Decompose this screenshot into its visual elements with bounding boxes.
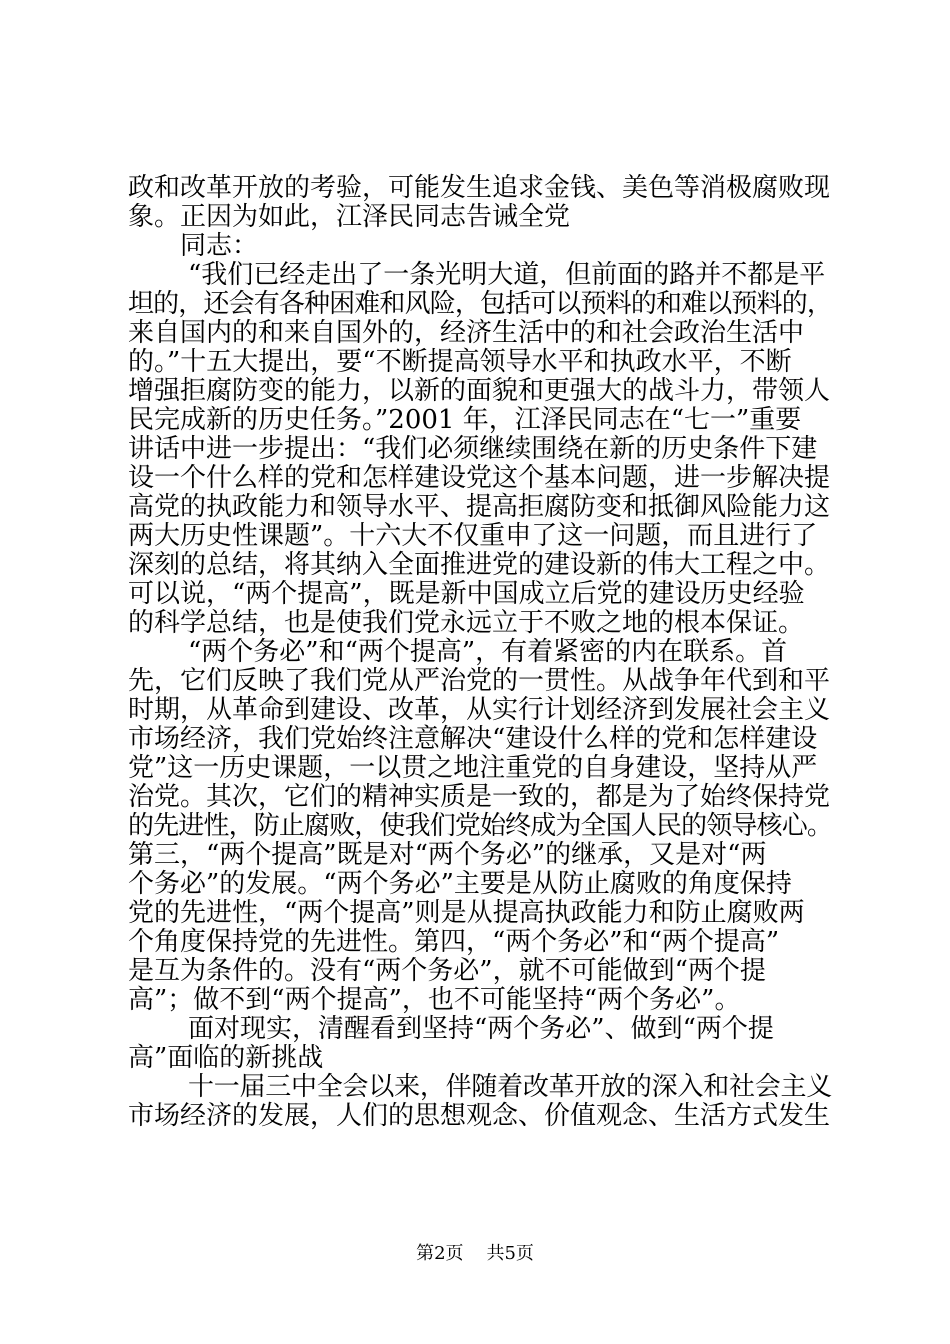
page-footer bbox=[0, 1243, 950, 1265]
text-line: 同志： bbox=[180, 231, 259, 261]
text-line: 第三，“两个提高”既是对“两个务必”的继承，又是对“两 bbox=[128, 840, 767, 870]
text-line: 市场经济的发展，人们的思想观念、价值观念、生活方式发生 bbox=[128, 1101, 831, 1131]
text-line: 的科学总结，也是使我们党永远立于不败之地的根本保证。 bbox=[128, 608, 805, 638]
text-line: 两大历史性课题”。十六大不仅重申了这一问题，而且进行了 bbox=[128, 521, 818, 551]
text-line: 个角度保持党的先进性。第四，“两个务必”和“两个提高” bbox=[128, 927, 780, 957]
text-line: 可以说，“两个提高”，既是新中国成立后党的建设历史经验 bbox=[128, 579, 805, 609]
text-line: 设一个什么样的党和怎样建设党这个基本问题，进一步解决提 bbox=[128, 463, 831, 493]
document-body bbox=[128, 174, 832, 1131]
text-line: 市场经济，我们党始终注意解决“建设什么样的党和怎样建设 bbox=[128, 724, 818, 754]
page-number: 第2页 bbox=[416, 1243, 464, 1264]
text-line: 的先进性，防止腐败，使我们党始终成为全国人民的领导核心。 bbox=[128, 811, 832, 841]
text-line: 党”这一历史课题，一以贯之地注重党的自身建设，坚持从严 bbox=[128, 753, 818, 783]
text-line: 面对现实，清醒看到坚持“两个务必”、做到“两个提 bbox=[188, 1014, 774, 1044]
text-line: 象。正因为如此，江泽民同志告诫全党 bbox=[128, 202, 571, 232]
text-line: 党的先进性，“两个提高”则是从提高执政能力和防止腐败两 bbox=[128, 898, 805, 928]
text-line: 增强拒腐防变的能力，以新的面貌和更强大的战斗力，带领人 bbox=[128, 376, 831, 406]
text-line: 高”面临的新挑战 bbox=[128, 1043, 324, 1073]
text-line: 深刻的总结，将其纳入全面推进党的建设新的伟大工程之中。 bbox=[128, 550, 831, 580]
text-line: 坦的，还会有各种困难和风险，包括可以预料的和难以预料的， bbox=[128, 289, 832, 319]
text-line: 的。”十五大提出，要“不断提高领导水平和执政水平，不断 bbox=[128, 347, 792, 377]
text-line: 高”；做不到“两个提高”，也不可能坚持“两个务必”。 bbox=[128, 985, 741, 1015]
page-total: 共5页 bbox=[486, 1243, 534, 1264]
text-line: 高党的执政能力和领导水平、提高拒腐防变和抵御风险能力这 bbox=[128, 492, 831, 522]
text-line: 讲话中进一步提出：“我们必须继续围绕在新的历史条件下建 bbox=[128, 434, 818, 464]
text-line: 治党。其次，它们的精神实质是一致的，都是为了始终保持党 bbox=[128, 782, 831, 812]
text-line: 政和改革开放的考验，可能发生追求金钱、美色等消极腐败现 bbox=[128, 173, 831, 203]
text-line: “两个务必”和“两个提高”，有着紧密的内在联系。首 bbox=[188, 637, 788, 667]
text-line: 民完成新的历史任务。”2001 年，江泽民同志在“七一”重要 bbox=[128, 405, 802, 435]
text-line: 是互为条件的。没有“两个务必”，就不可能做到“两个提 bbox=[128, 956, 766, 986]
text-line: 时期，从革命到建设、改革，从实行计划经济到发展社会主义 bbox=[128, 695, 831, 725]
text-line: 先，它们反映了我们党从严治党的一贯性。从战争年代到和平 bbox=[128, 666, 831, 696]
text-line: 来自国内的和来自国外的，经济生活中的和社会政治生活中 bbox=[128, 318, 805, 348]
text-line: “我们已经走出了一条光明大道，但前面的路并不都是平 bbox=[188, 260, 826, 290]
text-line: 十一届三中全会以来，伴随着改革开放的深入和社会主义 bbox=[188, 1072, 832, 1102]
text-line: 个务必”的发展。“两个务必”主要是从防止腐败的角度保持 bbox=[128, 869, 792, 899]
